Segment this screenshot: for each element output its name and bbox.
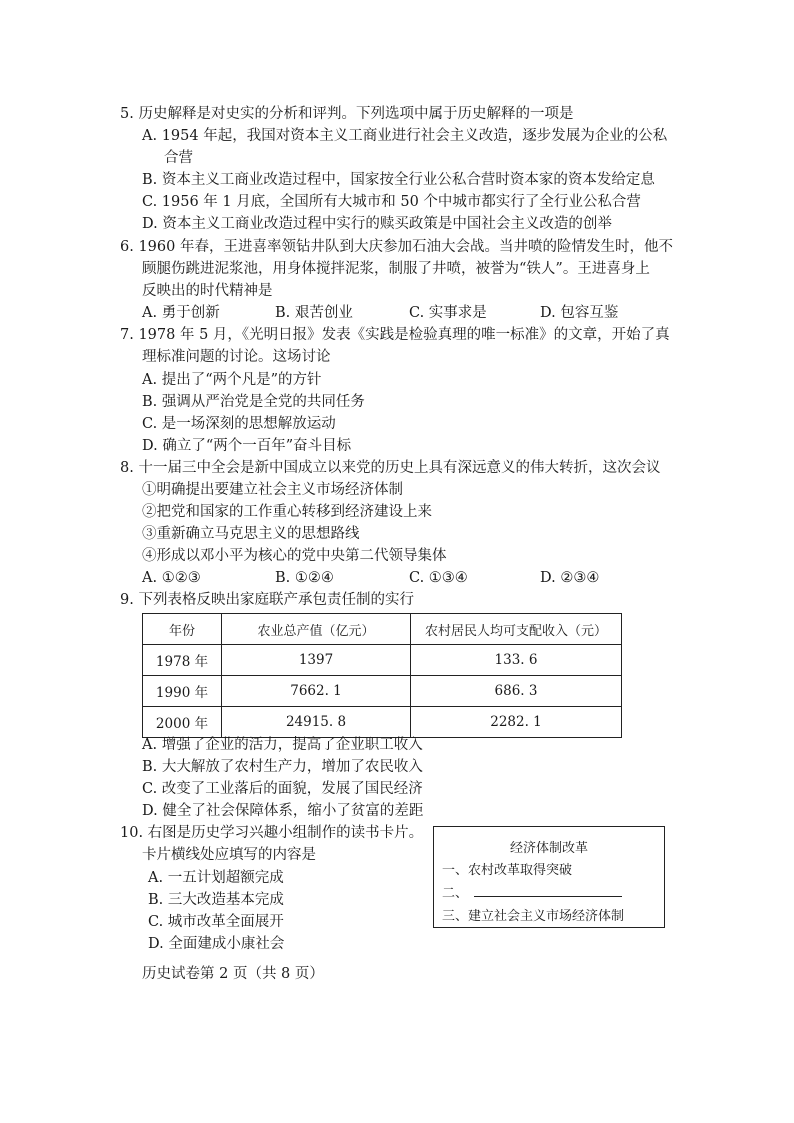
q6-stem-3: 反映出的时代精神是 <box>142 283 273 299</box>
q5-stem: 5. 历史解释是对史实的分析和评判。下列选项中属于历史解释的一项是 <box>120 106 574 122</box>
q7-option-b: B. 强调从严治党是全党的共同任务 <box>142 394 365 410</box>
table-row <box>143 707 622 738</box>
q5-option-c: C. 1956 年 1 月底，全国所有大城市和 50 个中城市都实行了全行业公私合营 <box>142 194 641 210</box>
q10-option-b: B. 三大改造基本完成 <box>148 892 284 908</box>
q5-option-d: D. 资本主义工商业改造过程中实行的赎买政策是中国社会主义改造的创举 <box>142 216 612 232</box>
table-cell: 1990 年 <box>143 676 222 707</box>
table-cell: 2282. 1 <box>411 707 622 738</box>
q7-option-c: C. 是一场深刻的思想解放运动 <box>142 416 336 432</box>
q6-options <box>142 303 662 323</box>
q10-option-c: C. 城市改革全面展开 <box>148 914 284 930</box>
q9-stem: 9. 下列表格反映出家庭联产承包责任制的实行 <box>120 592 414 608</box>
q8-statement-2: ②把党和国家的工作重心转移到经济建设上来 <box>142 504 432 520</box>
q8-statement-1: ①明确提出要建立社会主义市场经济体制 <box>142 482 403 498</box>
q8-options <box>142 568 662 588</box>
q7-option-d: D. 确立了“两个一百年”奋斗目标 <box>142 438 352 454</box>
q6-option-c: C. 实事求是 <box>409 305 487 321</box>
q8-option-d: D. ②③④ <box>540 570 600 586</box>
q8-statement-3: ③重新确立马克思主义的思想路线 <box>142 526 360 542</box>
q6-option-d: D. 包容互鉴 <box>540 305 619 321</box>
q5-option-a-cont: 合营 <box>164 150 193 166</box>
q10-option-a: A. 一五计划超额完成 <box>148 870 284 886</box>
q9-data-table <box>142 613 622 738</box>
q8-option-a: A. ①②③ <box>142 570 201 586</box>
card-item-1: 一、农村改革取得突破 <box>442 863 573 878</box>
table-header-agri-output: 农业总产值（亿元） <box>222 614 411 645</box>
q6-stem-2: 顾腿伤跳进泥浆池，用身体搅拌泥浆，制服了井喷，被誉为“铁人”。王进喜身上 <box>142 261 650 277</box>
q8-statement-4: ④形成以邓小平为核心的党中央第二代领导集体 <box>142 548 447 564</box>
q9-option-a: A. 增强了企业的活力，提高了企业职工收入 <box>142 737 423 753</box>
q9-option-d: D. 健全了社会保障体系，缩小了贫富的差距 <box>142 803 424 819</box>
q9-option-c: C. 改变了工业落后的面貌，发展了国民经济 <box>142 781 423 797</box>
q9-option-b: B. 大大解放了农村生产力，增加了农民收入 <box>142 759 423 775</box>
card-item-2 <box>442 882 622 901</box>
card-blank-line <box>474 884 622 897</box>
q8-option-c: C. ①③④ <box>409 570 468 586</box>
table-cell: 24915. 8 <box>222 707 411 738</box>
table-cell: 2000 年 <box>143 707 222 738</box>
reading-card <box>433 826 665 928</box>
q10-stem-1: 10. 右图是历史学习兴趣小组制作的读书卡片。 <box>120 825 424 841</box>
q8-stem: 8. 十一届三中全会是新中国成立以来党的历史上具有深远意义的伟大转折，这次会议 <box>120 460 661 476</box>
table-cell: 1978 年 <box>143 645 222 676</box>
table-cell: 686. 3 <box>411 676 622 707</box>
table-row <box>143 676 622 707</box>
table-cell: 133. 6 <box>411 645 622 676</box>
q10-stem-2: 卡片横线处应填写的内容是 <box>142 847 316 863</box>
table-cell: 7662. 1 <box>222 676 411 707</box>
card-item-2-label: 二、 <box>442 886 469 901</box>
q6-option-a: A. 勇于创新 <box>142 305 220 321</box>
q5-option-b: B. 资本主义工商业改造过程中，国家按全行业公私合营时资本家的资本发给定息 <box>142 172 655 188</box>
card-item-3: 三、建立社会主义市场经济体制 <box>442 909 625 924</box>
q6-option-b: B. 艰苦创业 <box>275 305 353 321</box>
q7-option-a: A. 提出了“两个凡是”的方针 <box>142 372 322 388</box>
table-row <box>143 645 622 676</box>
q7-stem-2: 理标准问题的讨论。这场讨论 <box>142 349 331 365</box>
q10-option-d: D. 全面建成小康社会 <box>148 936 285 952</box>
table-header-row <box>143 614 622 645</box>
page-footer: 历史试卷第 2 页（共 8 页） <box>142 966 324 982</box>
q6-stem-1: 6. 1960 年春，王进喜率领钻井队到大庆参加石油大会战。当井喷的险情发生时，他不 <box>120 239 673 255</box>
table-cell: 1397 <box>222 645 411 676</box>
card-title: 经济体制改革 <box>509 841 588 856</box>
q8-option-b: B. ①②④ <box>275 570 334 586</box>
table-header-year: 年份 <box>143 614 222 645</box>
q5-option-a: A. 1954 年起，我国对资本主义工商业进行社会主义改造，逐步发展为企业的公私 <box>142 128 668 144</box>
q7-stem-1: 7. 1978 年 5 月，《光明日报》发表《实践是检验真理的唯一标准》的文章，开始了真 <box>120 327 670 343</box>
table-header-rural-income: 农村居民人均可支配收入（元） <box>411 614 622 645</box>
